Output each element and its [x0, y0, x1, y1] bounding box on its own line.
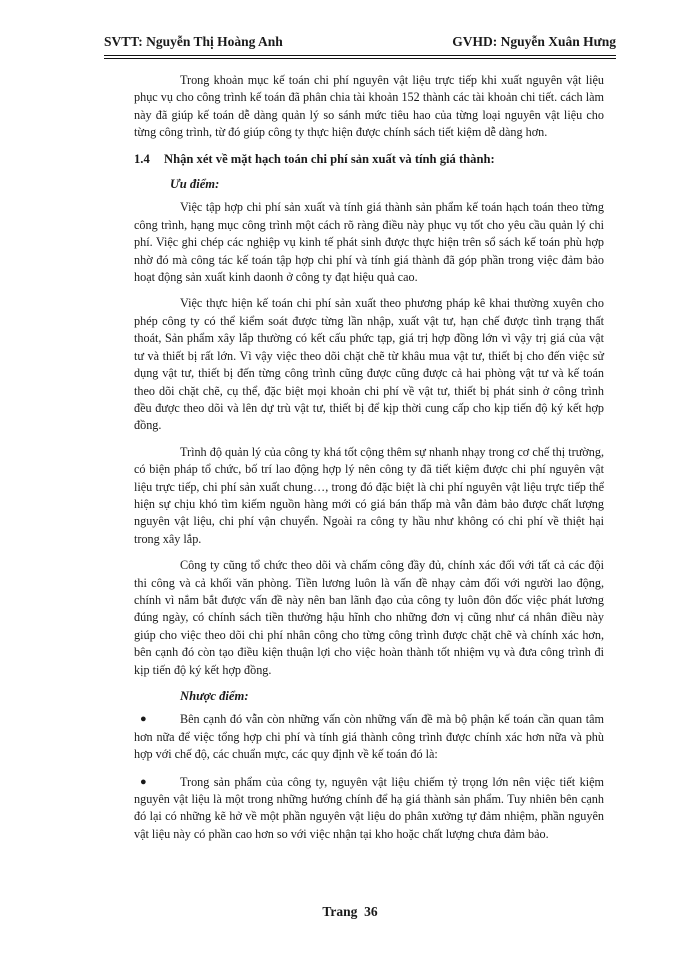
intro-paragraph: Trong khoản mục kế toán chi phí nguyên vật liệu trực tiếp khi xuất nguyên vật liệu phục vụ cho công trình kế toán đã phân chia tài khoản 152 thành các tài khoản chi tiết. cách làm này đã giúp kế toán dễ dàng quản lý so sánh mức tiêu hao của từng loại nguyên vật liệu cho từng công trình, từ đó giúp công ty thực hiện được chính sách tiết kiệm dễ dàng hơn. — [134, 73, 604, 140]
advantage-paragraph: Công ty cũng tổ chức theo dõi và chấm công đầy đủ, chính xác đối với tất cả các đội thi công và cả khối văn phòng. Tiền lương luôn là vấn đề nhạy cảm đối với người lao động, chính vì nắm bắt được vấn đề này nên ban lãnh đạo của công ty luôn đôn đốc việc phát lương đúng ngày, có chính sách tiền thưởng hậu hĩnh cho những đơn vị cũng như cá nhân điều này giúp cho việc theo dõi chi phí nhân công cho từng công trình được chặt chẽ và chính xác hơn, bên cạnh đó còn tạo điều kiện thuận lợi cho việc hoàn thành tốt nhiệm vụ và đưa công trình đi kịp tiến độ ký kết hợp đồng. — [134, 558, 604, 677]
student-name: SVTT: Nguyễn Thị Hoàng Anh — [104, 34, 283, 49]
disadvantage-bullet — [134, 711, 604, 763]
section-heading — [134, 151, 604, 168]
header-divider-thin — [104, 58, 616, 59]
disadvantages-heading: Nhược điểm: — [180, 689, 249, 703]
bullet-icon: ● — [140, 775, 147, 788]
advantage-paragraph: Việc thực hiện kế toán chi phí sản xuất theo phương pháp kê khai thường xuyên cho phép công ty có thể kiểm soát được từng lần nhập, xuất vật tư, hạn chế được tình trạng thất thoát, Sản phẩm xây lắp thường có kết cấu phức tạp, giá trị hợp đồng lớn vì vậy trị giá của vật tư và thiết bị rất lớn. Vì vậy việc theo dõi chặt chẽ từ khâu mua vật tư, thiết bị cho đến việc sử dụng vật tư, thiết bị đến từng công trình cũng được cũng được cả hai phòng vật tư và kế toán theo dõi chặt chẽ, cụ thể, đặc biệt mọi khoản chi phí về vật tư, thiết bị phát sinh ở công trình đều được theo dõi và lên dự trù vật tư, thiết bị để kịp thời cung cấp cho kịp tiến độ ký kết hợp đồng. — [134, 296, 604, 433]
supervisor-name: GVHD: Nguyễn Xuân Hưng — [452, 34, 616, 49]
advantage-paragraph: Trình độ quản lý của công ty khá tốt cộng thêm sự nhanh nhạy trong cơ chế thị trường, có biện pháp tổ chức, bố trí lao động hợp lý nên công ty đã tiết kiệm được chi phí nguyên vật liệu trực tiếp, chi phí sản xuất chung…, trong đó đặc biệt là chi phí nguyên vật liệu trực tiếp thể hiện sự chịu khó tìm kiếm nguồn hàng mới có giá bán thấp mà vẫn đảm bảo được chất lượng nguyên vật liệu, chi phí vận chuyển. Ngoài ra công ty hầu như không có chi phí về thiệt hại trong xây lắp. — [134, 444, 604, 546]
page-header — [104, 30, 616, 52]
page-footer — [0, 904, 700, 920]
header-divider — [104, 55, 616, 56]
advantage-paragraph: Việc tập hợp chi phí sản xuất và tính giá thành sản phẩm kế toán hạch toán theo từng công trình, hạng mục công trình một cách rõ ràng điều này phục vụ tốt cho yêu cầu quản lý chi phí. Việc ghi chép các nghiệp vụ kinh tế phát sinh được thực hiện trên sổ sách kế toán phù hợp nhờ đó mà công tác kế toán tập hợp chi phí và tính giá thành đã góp phần trong việc đảm bảo hoạt động sản xuất kinh daonh ở công ty đạt hiệu quả cao. — [134, 200, 604, 285]
section-title: Nhận xét về mặt hạch toán chi phí sản xuất và tính giá thành: — [164, 151, 495, 166]
page-number: 36 — [364, 904, 378, 919]
bullet-text: Trong sản phẩm của công ty, nguyên vật liệu chiếm tỷ trọng lớn nên việc tiết kiệm nguyên vật liệu là một trong những hướng chính để hạ giá thành sản phẩm. Tuy nhiên bên cạnh đó lại có những kẽ hở về một phần nguyên vật liệu do phân xưởng tự đảm nhiệm, phần nguyên vật liệu này có phần cao hơn so với việc nhận tại kho hoặc chất lượng chưa đảm bảo. — [134, 774, 604, 841]
page-content — [134, 72, 604, 853]
bullet-icon: ● — [140, 713, 147, 726]
disadvantage-bullet — [134, 774, 604, 844]
section-number: 1.4 — [134, 151, 150, 166]
bullet-text: Bên cạnh đó vẫn còn những vấn còn những vấn đề mà bộ phận kế toán cần quan tâm hơn nữa để việc tổng hợp chi phí và tính giá thành công trình được chính xác hơn nữa và phù hợp với chế độ, các chuẩn mực, các quy định về kế toán đó là: — [134, 712, 604, 762]
advantages-heading: Ưu điểm: — [170, 177, 220, 192]
page-label: Trang — [322, 904, 358, 919]
